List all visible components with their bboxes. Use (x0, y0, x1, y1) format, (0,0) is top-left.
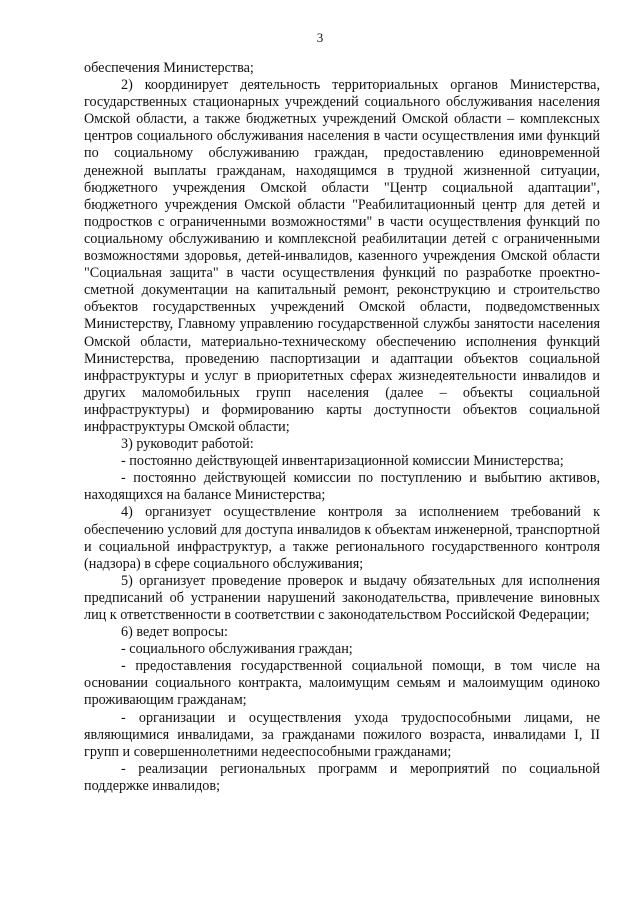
paragraph-subitem-inventory-commission: - постоянно действующей инвентаризационной комиссии Министерства; (121, 453, 564, 470)
paragraph-item-6: 6) ведет вопросы: (121, 624, 228, 641)
paragraph-item-4: 4) организует осуществление контроля за исполнением требований к обеспечению условий для доступа инвалидов к объектам инженерной, транспортной и социальной инфраструктур, а также регионального государственного контроля (надзора) в сфере социального обслуживания; (84, 504, 600, 572)
document-body (84, 60, 600, 795)
paragraph-subitem-state-aid: - предоставления государственной социальной помощи, в том числе на основании социального контракта, малоимущим семьям и малоимущим одиноко проживающим гражданам; (84, 658, 600, 709)
paragraph-subitem-social-service: - социального обслуживания граждан; (121, 641, 353, 658)
paragraph-item-3: 3) руководит работой: (121, 436, 254, 453)
paragraph-subitem-assets-commission: - постоянно действующей комиссии по поступлению и выбытию активов, находящихся на балансе Министерства; (84, 470, 600, 504)
paragraph-continuation: обеспечения Министерства; (84, 60, 254, 76)
paragraph-item-5: 5) организует проведение проверок и выдачу обязательных для исполнения предписаний об устранении нарушений законодательства, привлечение виновных лиц к ответственности в соответствии с законодательством Российской Федерации; (84, 572, 600, 623)
paragraph-subitem-care: - организации и осуществления ухода трудоспособными лицами, не являющимися инвалидами, за гражданами пожилого возраста, инвалидами I, II групп и совершеннолетними недееспособными гражданами; (84, 709, 600, 760)
paragraph-subitem-regional-programs: - реализации региональных программ и мероприятий по социальной поддержке инвалидов; (84, 760, 600, 794)
page-number: 3 (316, 30, 324, 45)
paragraph-item-2: 2) координирует деятельность территориальных органов Министерства, государственных стационарных учреждений социального обслуживания населения Омской области, а также бюджетных учреждений Омской области – комплексных центров социального обслуживания населения в части осуществления ими функций по социальному обслуживанию граждан, предоставлению единовременной денежной выплаты гражданам, находящимся в трудной жизненной ситуации, бюджетного учреждения Омской области "Центр социальной адаптации", бюджетного учреждения Омской области "Реабилитационный центр для детей и подростков с ограниченными возможностями" в части осуществления функций по социальному обслуживанию и комплексной реабилитации детей с ограниченными возможностями здоровья, детей-инвалидов, казенного учреждения Омской области "Социальная защита" в части осуществления функций по разработке проектно-сметной документации на капитальный ремонт, реконструкцию и строительство объектов государственных учреждений Омской области, подведомственных Министерству, Главному управлению государственной службы занятости населения Омской области, материально-техническому обеспечению исполнения функций Министерства, проведению паспортизации и адаптации объектов социальной инфраструктуры и услуг в приоритетных сферах жизнедеятельности инвалидов и других маломобильных групп населения (далее – объекты социальной инфраструктуры) и формированию карты доступности объектов социальной инфраструктуры Омской области; (84, 77, 600, 435)
